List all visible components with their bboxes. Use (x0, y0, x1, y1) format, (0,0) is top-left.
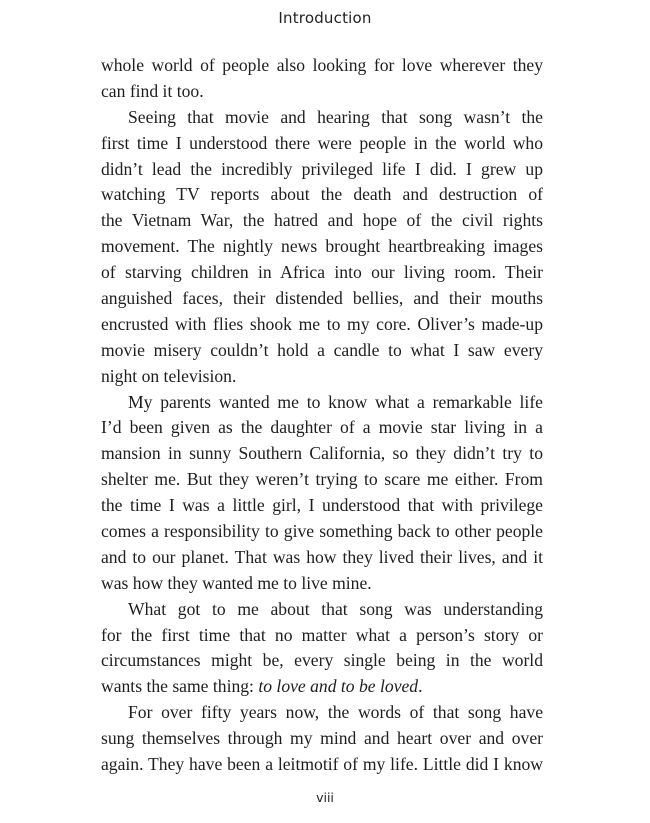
paragraph (101, 105, 543, 390)
text-line: for the first time that no matter what a person’s story or (101, 624, 543, 645)
page-number: viii (316, 790, 334, 805)
text-line: of starving children in Africa into our living room. Their (101, 262, 543, 283)
text-line: the time I was a little girl, I understood that with privilege (101, 495, 543, 516)
text-line: can find it too. (101, 80, 204, 101)
text-line: comes a responsibility to give something back to other people (101, 521, 543, 542)
text-line: again. They have been a leitmotif of my life. Little did I know (101, 754, 543, 775)
paragraph (101, 390, 543, 597)
text-span: wants the same thing: (101, 676, 259, 697)
paragraph (101, 53, 543, 105)
text-line: movie misery couldn’t hold a candle to what I saw every (101, 339, 543, 360)
text-line: and to our planet. That was how they lived their lives, and it (101, 546, 543, 567)
paragraph (101, 700, 543, 778)
text-line: I’d been given as the daughter of a movie star living in a (101, 417, 543, 438)
text-line: Seeing that movie and hearing that song wasn’t the (128, 106, 543, 127)
text-line: circumstances might be, every single being in the world (101, 650, 543, 671)
text-line: sung themselves through my mind and heart over and over (101, 728, 543, 749)
text-line: whole world of people also looking for love wherever they (101, 55, 543, 75)
paragraph (101, 597, 543, 701)
text-span: . (418, 676, 423, 697)
text-line: What got to me about that song was understanding (128, 598, 543, 619)
text-line: movement. The nightly news brought heartbreaking images (101, 236, 543, 257)
running-head: Introduction (278, 9, 372, 27)
text-line: night on television. (101, 365, 237, 386)
text-line: encrusted with flies shook me to my core. Oliver’s made-up (101, 313, 543, 334)
text-line: For over fifty years now, the words of that song have (128, 702, 543, 723)
body-text (101, 53, 543, 778)
text-line: first time I understood there were people in the world who (101, 132, 543, 153)
text-line: watching TV reports about the death and destruction of (101, 184, 543, 205)
text-line: anguished faces, their distended bellies, and their mouths (101, 288, 543, 309)
text-line: shelter me. But they weren’t trying to scare me either. From (101, 469, 543, 490)
text-line: the Vietnam War, the hatred and hope of the civil rights (101, 210, 543, 231)
text-line: was how they wanted me to live mine. (101, 572, 372, 593)
text-line: My parents wanted me to know what a remarkable life (128, 391, 543, 412)
text-line: mansion in sunny Southern California, so they didn’t try to (101, 443, 543, 464)
text-line: didn’t lead the incredibly privileged life I did. I grew up (101, 158, 543, 179)
italic-emphasis: to love and to be loved (258, 676, 419, 697)
text-line (101, 674, 543, 700)
